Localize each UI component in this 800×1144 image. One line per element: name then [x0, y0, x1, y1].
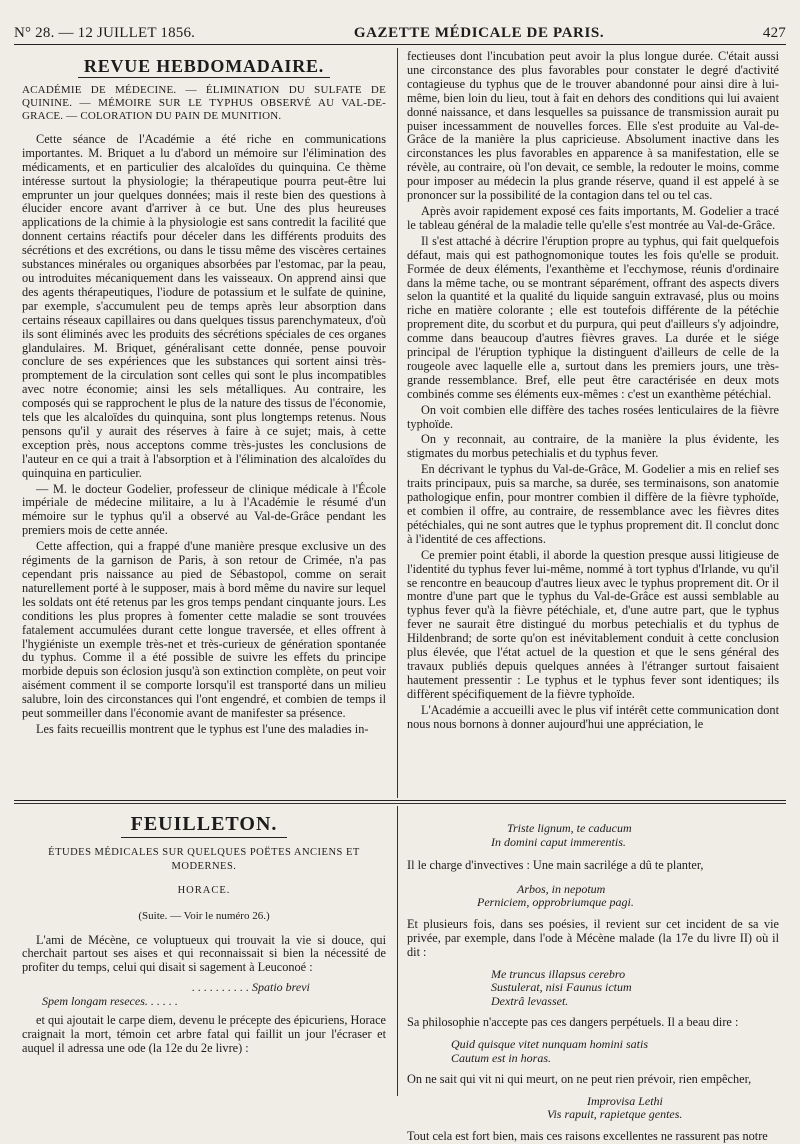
page-number: 427 [762, 25, 786, 41]
feuilleton-rule-top [14, 800, 786, 801]
feuilleton-paragraph: Et plusieurs fois, dans ses poésies, il revient sur cet incident de sa vie privée, par exemple, dans l'ode à Mécène malade (la 17e du livre II) où il dit : [407, 916, 779, 959]
verse-line: Cautum est in horas. [451, 1050, 552, 1065]
revue-paragraph: Après avoir rapidement exposé ces faits importants, M. Godelier a tracé le tableau général de la maladie telle qu'elle s'est montrée au Val-de-Grâce. [407, 203, 779, 232]
feuilleton-divider [397, 806, 398, 1096]
revue-paragraph: — M. le docteur Godelier, professeur de clinique médicale à l'École impériale de médecine militaire, a lu à l'Académie le résumé d'un mémoire sur le typhus qu'il a observé au Val-de-Grâce pendant les premiers mois de cette année. [22, 481, 386, 538]
feuilleton-series: ÉTUDES MÉDICALES SUR QUELQUES POËTES ANCIENS ET MODERNES. [48, 846, 360, 872]
revue-paragraph: On voit combien elle diffère des taches rosées lenticulaires de la fièvre typhoïde. [407, 402, 779, 431]
revue-right-column [407, 50, 779, 732]
verse-line: Me truncus illapsus cerebro [491, 966, 626, 981]
feuilleton-paragraph: et qui ajoutait le carpe diem, devenu le précepte des épicuriens, Horace craignait la mort, témoin cet arbre fatal qui faillit un jour l'écraser et auquel il adressa une ode (la 12e du 2e livre) : [22, 1013, 386, 1056]
verse-line: Arbos, in nepotum [517, 881, 606, 896]
revue-paragraph: L'Académie a accueilli avec le plus vif intérêt cette communication dont nous nous bornons à donner aujourd'hui une appréciation, le [407, 702, 779, 731]
revue-paragraph: fectieuses dont l'incubation peut avoir la plus longue durée. C'était aussi une circonstance des plus favorables pour constater le degré d'activité contagieuse du typhus que de le trouver abandonné pour ainsi dire à lui-même, bien loin du lieu, tout à fait en dehors des conditions qui lui avaient donné naissance, et dans lesquelles sa puissance de transmission aurait pu puiser incessamment de nouvelles forces. Elle s'est produite au Val-de-Grâce de la manière la plus capricieuse. Absolument inactive dans les circonstances les plus favorables en apparence à sa manifestation, elle se révèle, au contraire, où l'on devait, ce semble, la redouter le moins, comme pour imposer au médecin la plus grande réserve, quand il est appelé à se prononcer sur la possibilité de la contagion dans tel ou tel cas. [407, 49, 779, 203]
revue-paragraph: On y reconnait, au contraire, de la manière la plus évidente, les stigmates du morbus petechialis et du typhus fever. [407, 432, 779, 461]
feuilleton-left-column [22, 812, 386, 1056]
verse-line: Improvisa Lethi [587, 1093, 663, 1108]
revue-title: REVUE HEBDOMADAIRE. [22, 60, 386, 74]
feuilleton-paragraph: On ne sait qui vit ni qui meurt, on ne peut rien prévoir, rien empêcher, [407, 1072, 752, 1087]
feuilleton-rule-top-2 [14, 803, 786, 804]
issue-number-date: N° 28. — 12 JUILLET 1856. [14, 25, 196, 41]
feuilleton-right-column [407, 822, 779, 1144]
journal-title: GAZETTE MÉDICALE DE PARIS. [353, 25, 605, 41]
feuilleton-paragraph: Sa philosophie n'accepte pas ces dangers perpétuels. Il a beau dire : [407, 1015, 739, 1030]
feuilleton-paragraph: Il le charge d'invectives : Une main sacrilége a dû te planter, [407, 858, 704, 872]
verse-line: Spem longam reseces. . . . . . [42, 993, 178, 1008]
revue-paragraph: Ce premier point établi, il aborde la question presque aussi litigieuse de l'identité du typhus fever lui-même, nommé à tort typhus d'Irlande, vu qu'il se rencontre en beaucoup d'autres lieux avec le typhus proprement dit. Or il montre d'une part que le typhus du Val-de-Grâce est aussi semblable au typhus fever qu'à la fièvre pétéchiale, et, d'une autre part, que le typhus fever ne saurait être distingué du morbus petechialis et du typhus de Hildenbrand; de sorte qu'on est inévitablement conduit à cette conclusion plus élevée, que l'état actuel de la question et que le sens général des travaux publiés depuis quelques années à l'étranger surtout faisaient hautement pressentir : Le typhus et le typhus fever sont identiques; ils diffèrent spécifiquement de la fièvre typhoïde. [407, 547, 779, 701]
column-divider [397, 48, 398, 798]
verse-line: Triste lignum, te caducum [507, 821, 632, 835]
feuilleton-suite: (Suite. — Voir le numéro 26.) [138, 909, 270, 922]
feuilleton-subject: HORACE. [177, 884, 231, 896]
revue-paragraph: Les faits recueillis montrent que le typhus est l'une des maladies in- [36, 721, 369, 736]
revue-paragraph: Cette affection, qui a frappé d'une manière presque exclusive un des régiments de la garnison de Paris, à son retour de Crimée, n'a pas cependant pris naissance au pied de Sébastopol, comme on serait naturellement porté à le supposer, mais à bord même du navire sur lequel les soldats ont été retenus par les gros temps pendant cinquante jours. Les conditions les plus propres à fomenter cette maladie se sont trouvées fatalement accumulées durant cette longue traversée, et elles offrent à l'hygiéniste un exemple très-net et très-curieux de génération spontanée du typhus. Comme il a été possible de suivre les effets du principe morbide depuis son éclosion jusqu'à son extinction complète, on peut voir aisément comment il se comporte lorsqu'il est transporté dans un milieu salubre, loin des circonstances qui l'ont engendré, et combien de temps il peut sommeiller dans l'économie avant de manifester sa présence. [22, 539, 386, 721]
verse-line: Dextrâ levasset. [491, 993, 569, 1008]
revue-summary: ACADÉMIE DE MÉDECINE. — ÉLIMINATION DU SULFATE DE QUININE. — MÉMOIRE SUR LE TYPHUS OBSERVÉ AU VAL-DE-GRACE. — COLORATION DU PAIN DE MUNITION. [22, 83, 386, 122]
verse-line: Sustulerat, nisi Faunus ictum [491, 980, 632, 995]
revue-left-column [22, 58, 386, 737]
page-header [14, 18, 786, 42]
revue-paragraph: Cette séance de l'Académie a été riche en communications importantes. M. Briquet a lu d'abord un mémoire sur l'élimination des médicaments, et en particulier des alcaloïdes du quinquina. Ce thème intéresse surtout la physiologie; la thérapeutique pourra peut-être lui emprunter un jour quelques données; mais il reste bien des questions à élucider encore avant d'arriver à ce but. Une des plus heureuses applications de la chimie à la physiologie est sans contredit la facilité que donnent certains réactifs pour déceler dans les différents produits des sécrétions et des excrétions, ou dans le tissu même des viscères certaines substances minérales ou organiques absorbées par l'estomac, par la peau, ou introduites mécaniquement dans les vaisseaux. On apprend ainsi que des agents thérapeutiques, l'iodure de potassium et le sulfate de quinine, par exemple, s'accumulent peu de temps après leur absorption dans certains réseaux capillaires ou dans quelques tissus parenchymateux, d'où ils sont éliminés avec les produits des sécrétions spéciales de ces organes glandulaires. M. Briquet, généralisant cette donnée, pense pouvoir conclure de ses expériences que les substances qui sortent ainsi très-promptement de la circulation sont celles qui sont le plus incompatibles avec notre économie; ainsi les sels métalliques. Au contraire, les composés qui se rapprochent le plus de la nature des tissus de l'économie, tels que les alcaloïdes du quinquina, sont plus longtemps retenus. Nous pensons qu'il y aurait des réserves à faire à ce sujet; mais, à cette exception près, nous acceptons comme très-justes les conclusions de l'auteur en ce qui a trait à l'absorption et à l'élimination des alcaloïdes du quinquina en particulier. [22, 131, 386, 480]
feuilleton-title: FEUILLETON. [22, 818, 386, 832]
feuilleton-paragraph: Tout cela est fort bien, mais ces raisons excellentes ne rassurent pas notre [407, 1128, 768, 1143]
verse-line: Vis rapuit, rapietque gentes. [547, 1107, 683, 1122]
verse-line: Quid quisque vitet nunquam homini satis [451, 1037, 648, 1052]
verse-line: . . . . . . . . . . Spatio brevi [192, 980, 310, 995]
verse-line: In domini caput immerentis. [491, 834, 626, 849]
revue-paragraph: En décrivant le typhus du Val-de-Grâce, M. Godelier a mis en relief ses traits principaux, puis sa marche, sa durée, ses terminaisons, son anatomie pathologique enfin, pour montrer combien il diffère de la fièvre typhoïde, et combien il offre, au contraire, de ressemblance avec les fièvres dites pétéchiales, qui ne sont autres que le typhus proprement dit. Il conclut donc à l'identité de ces affections. [407, 462, 779, 546]
verse-line: Perniciem, opprobriumque pagi. [477, 895, 634, 910]
header-rule [14, 44, 786, 45]
revue-paragraph: Il s'est attaché à décrire l'éruption propre au typhus, qui fait quelquefois défaut, mais qui est pathognomonique toutes les fois qu'elle se produit. Formée de deux éléments, l'exanthème et l'ecchymose, réunis d'ordinaire dans la même tache, ou se montrant séparément, offrant des aspects divers selon la quantité et la qualité du liquide sanguin extravasé, plus ou moins riche en matière colorante ; elle est toutefois différente de la pétéchie proprement dite, du scorbut et du purpura, qui peut d'ailleurs s'y adjoindre, comme dans beaucoup d'autres fièvres graves. La durée et le siége principal de l'éruption typhique la distinguent d'ailleurs de celle de la rougeole avec laquelle elle a, surtout dans les premiers jours, une très-grande ressemblance. Bref, elle peut être caractérisée en deux mots combinés comme ses éléments eux-mêmes : c'est un exanthème pétéchial. [407, 233, 779, 401]
feuilleton-paragraph: L'ami de Mécène, ce voluptueux qui trouvait la vie si douce, qui cherchait partout ses aises et qui reconnaissait si bien la nécessité de profiter du temps, celui qui disait si sagement à Leuconoé : [22, 932, 386, 975]
